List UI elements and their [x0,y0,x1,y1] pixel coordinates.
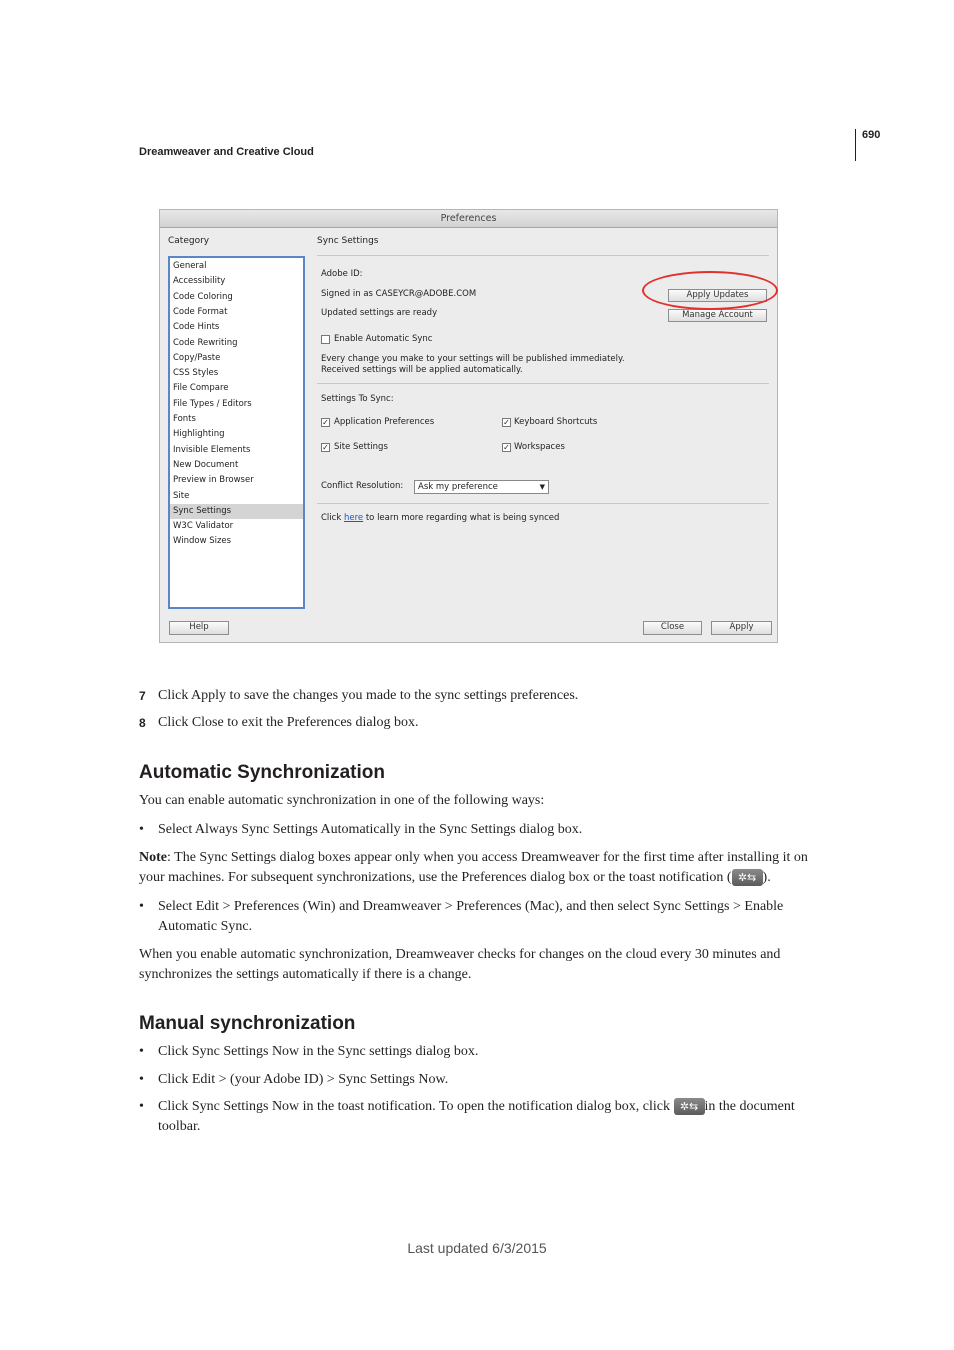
highlight-oval [642,271,778,310]
list-item-text-part: Click Sync Settings Now in the toast notification. To open the notification dialog box, click [158,1099,671,1114]
category-item[interactable]: File Compare [173,383,229,394]
app-prefs-label: Application Preferences [334,417,435,427]
divider [317,383,769,384]
app-prefs-checkbox[interactable]: ✓ [322,418,329,427]
bullet: • [139,1099,144,1114]
note-text: ). [762,870,771,885]
category-item[interactable]: Site [173,490,190,501]
list-item-text-part: in the document [704,1099,795,1114]
dialog-title: Preferences [160,210,777,228]
list-item-text: Click Edit > (your Adobe ID) > Sync Settings Now. [158,1072,449,1087]
list-item [139,820,859,840]
bullet: • [139,822,144,837]
step-text: Click Apply to save the changes you made to the sync settings preferences. [158,688,579,703]
running-header: Dreamweaver and Creative Cloud [139,146,314,158]
workspaces-checkbox[interactable]: ✓ [503,443,510,452]
step-text: Click Close to exit the Preferences dialog box. [158,715,419,730]
category-item[interactable]: Code Hints [173,322,220,333]
category-item[interactable]: Fonts [173,414,196,424]
bullet: • [139,899,144,914]
step-8 [139,713,839,733]
note-label: Note [139,850,167,865]
signed-in-text: Signed in as CASEYCR@ADOBE.COM [321,289,477,299]
note-line-2 [139,868,771,888]
note-text: your machines. For subsequent synchronizations, use the Preferences dialog box or the toast notification ( [139,870,732,885]
apply-updates-button[interactable]: Apply Updates [668,289,767,302]
auto-sync-para-1: When you enable automatic synchronization, Dreamweaver checks for changes on the cloud every 30 minutes and [139,947,781,962]
divider [317,503,769,504]
category-item[interactable]: Sync Settings [170,504,303,519]
category-item[interactable]: Highlighting [173,429,225,440]
learn-more-text [321,513,559,523]
close-button[interactable]: Close [643,621,702,635]
list-item-text: Click Sync Settings Now in the Sync settings dialog box. [158,1044,479,1059]
conflict-resolution-value: Ask my preference [418,482,498,492]
note-text: : The Sync Settings dialog boxes appear only when you access Dreamweaver for the first time after installing it on [167,850,808,865]
step-number: 7 [139,689,146,703]
auto-sync-intro: You can enable automatic synchronization in one of the following ways: [139,793,545,808]
category-item[interactable]: Invisible Elements [173,444,251,455]
category-item[interactable]: Accessibility [173,276,226,287]
conflict-resolution-select[interactable] [414,480,549,494]
adobe-id-label: Adobe ID: [321,269,363,279]
learn-more-prefix: Click [321,513,342,523]
list-item [139,1042,859,1062]
help-button[interactable]: Help [169,621,229,635]
learn-more-suffix: to learn more regarding what is being synced [365,513,560,523]
step-7 [139,686,839,706]
manage-account-button[interactable]: Manage Account [668,309,767,322]
category-item[interactable]: Code Format [173,306,228,317]
category-list[interactable] [168,256,305,609]
section-title: Sync Settings [317,236,379,246]
sync-settings-icon: ✲⇆ [674,1098,705,1115]
bullet: • [139,1044,144,1059]
keyboard-shortcuts-label: Keyboard Shortcuts [514,417,598,427]
list-item [139,1097,859,1137]
settings-to-sync-label: Settings To Sync: [321,394,394,404]
category-item[interactable]: Preview in Browser [173,475,254,486]
category-item[interactable]: New Document [173,459,239,470]
section-heading-manual: Manual synchronization [139,1013,356,1034]
page-number: 690 [862,129,881,141]
list-item [139,897,859,937]
enable-auto-sync-label: Enable Automatic Sync [334,334,433,344]
auto-sync-description: Every change you make to your settings will be published immediately. [321,354,625,364]
category-item[interactable]: W3C Validator [173,521,234,532]
preferences-dialog-screenshot [159,209,778,643]
list-item-text: Select Edit > Preferences (Win) and Dreamweaver > Preferences (Mac), and then select Sync Settings > Enable [158,899,784,914]
bullet: • [139,1072,144,1087]
auto-sync-description-2: Received settings will be applied automatically. [321,365,523,375]
update-status-text: Updated settings are ready [321,308,438,318]
step-number: 8 [139,716,146,730]
auto-sync-para-2: synchronizes the settings automatically if there is a change. [139,967,472,982]
divider [317,255,769,256]
chevron-down-icon: ▼ [539,483,545,491]
sync-settings-icon: ✲⇆ [732,869,763,886]
list-item-text: Select Always Sync Settings Automatically in the Sync Settings dialog box. [158,822,583,837]
learn-more-link[interactable]: here [343,513,364,523]
enable-auto-sync-checkbox[interactable] [321,335,330,344]
apply-button[interactable]: Apply [711,621,772,635]
category-item[interactable]: General [173,261,207,271]
last-updated-footer: Last updated 6/3/2015 [407,1240,547,1256]
header-divider [855,129,856,161]
list-item [139,1070,859,1090]
keyboard-shortcuts-checkbox[interactable]: ✓ [503,418,510,427]
category-item[interactable]: CSS Styles [173,368,219,379]
conflict-resolution-label: Conflict Resolution: [321,481,404,491]
list-item-text [158,1097,795,1117]
category-item[interactable]: Window Sizes [173,536,232,547]
category-item[interactable]: Copy/Paste [173,352,221,363]
note-line-1 [139,848,808,868]
category-item[interactable]: Code Coloring [173,291,233,302]
section-heading-automatic: Automatic Synchronization [139,762,385,783]
category-item[interactable]: Code Rewriting [173,337,238,348]
list-item-text: Automatic Sync. [158,919,253,934]
category-item[interactable]: File Types / Editors [173,398,252,409]
list-item-text: toolbar. [158,1119,201,1134]
workspaces-label: Workspaces [514,442,565,452]
category-label: Category [168,236,210,246]
site-settings-label: Site Settings [334,442,388,452]
site-settings-checkbox[interactable]: ✓ [322,443,329,452]
